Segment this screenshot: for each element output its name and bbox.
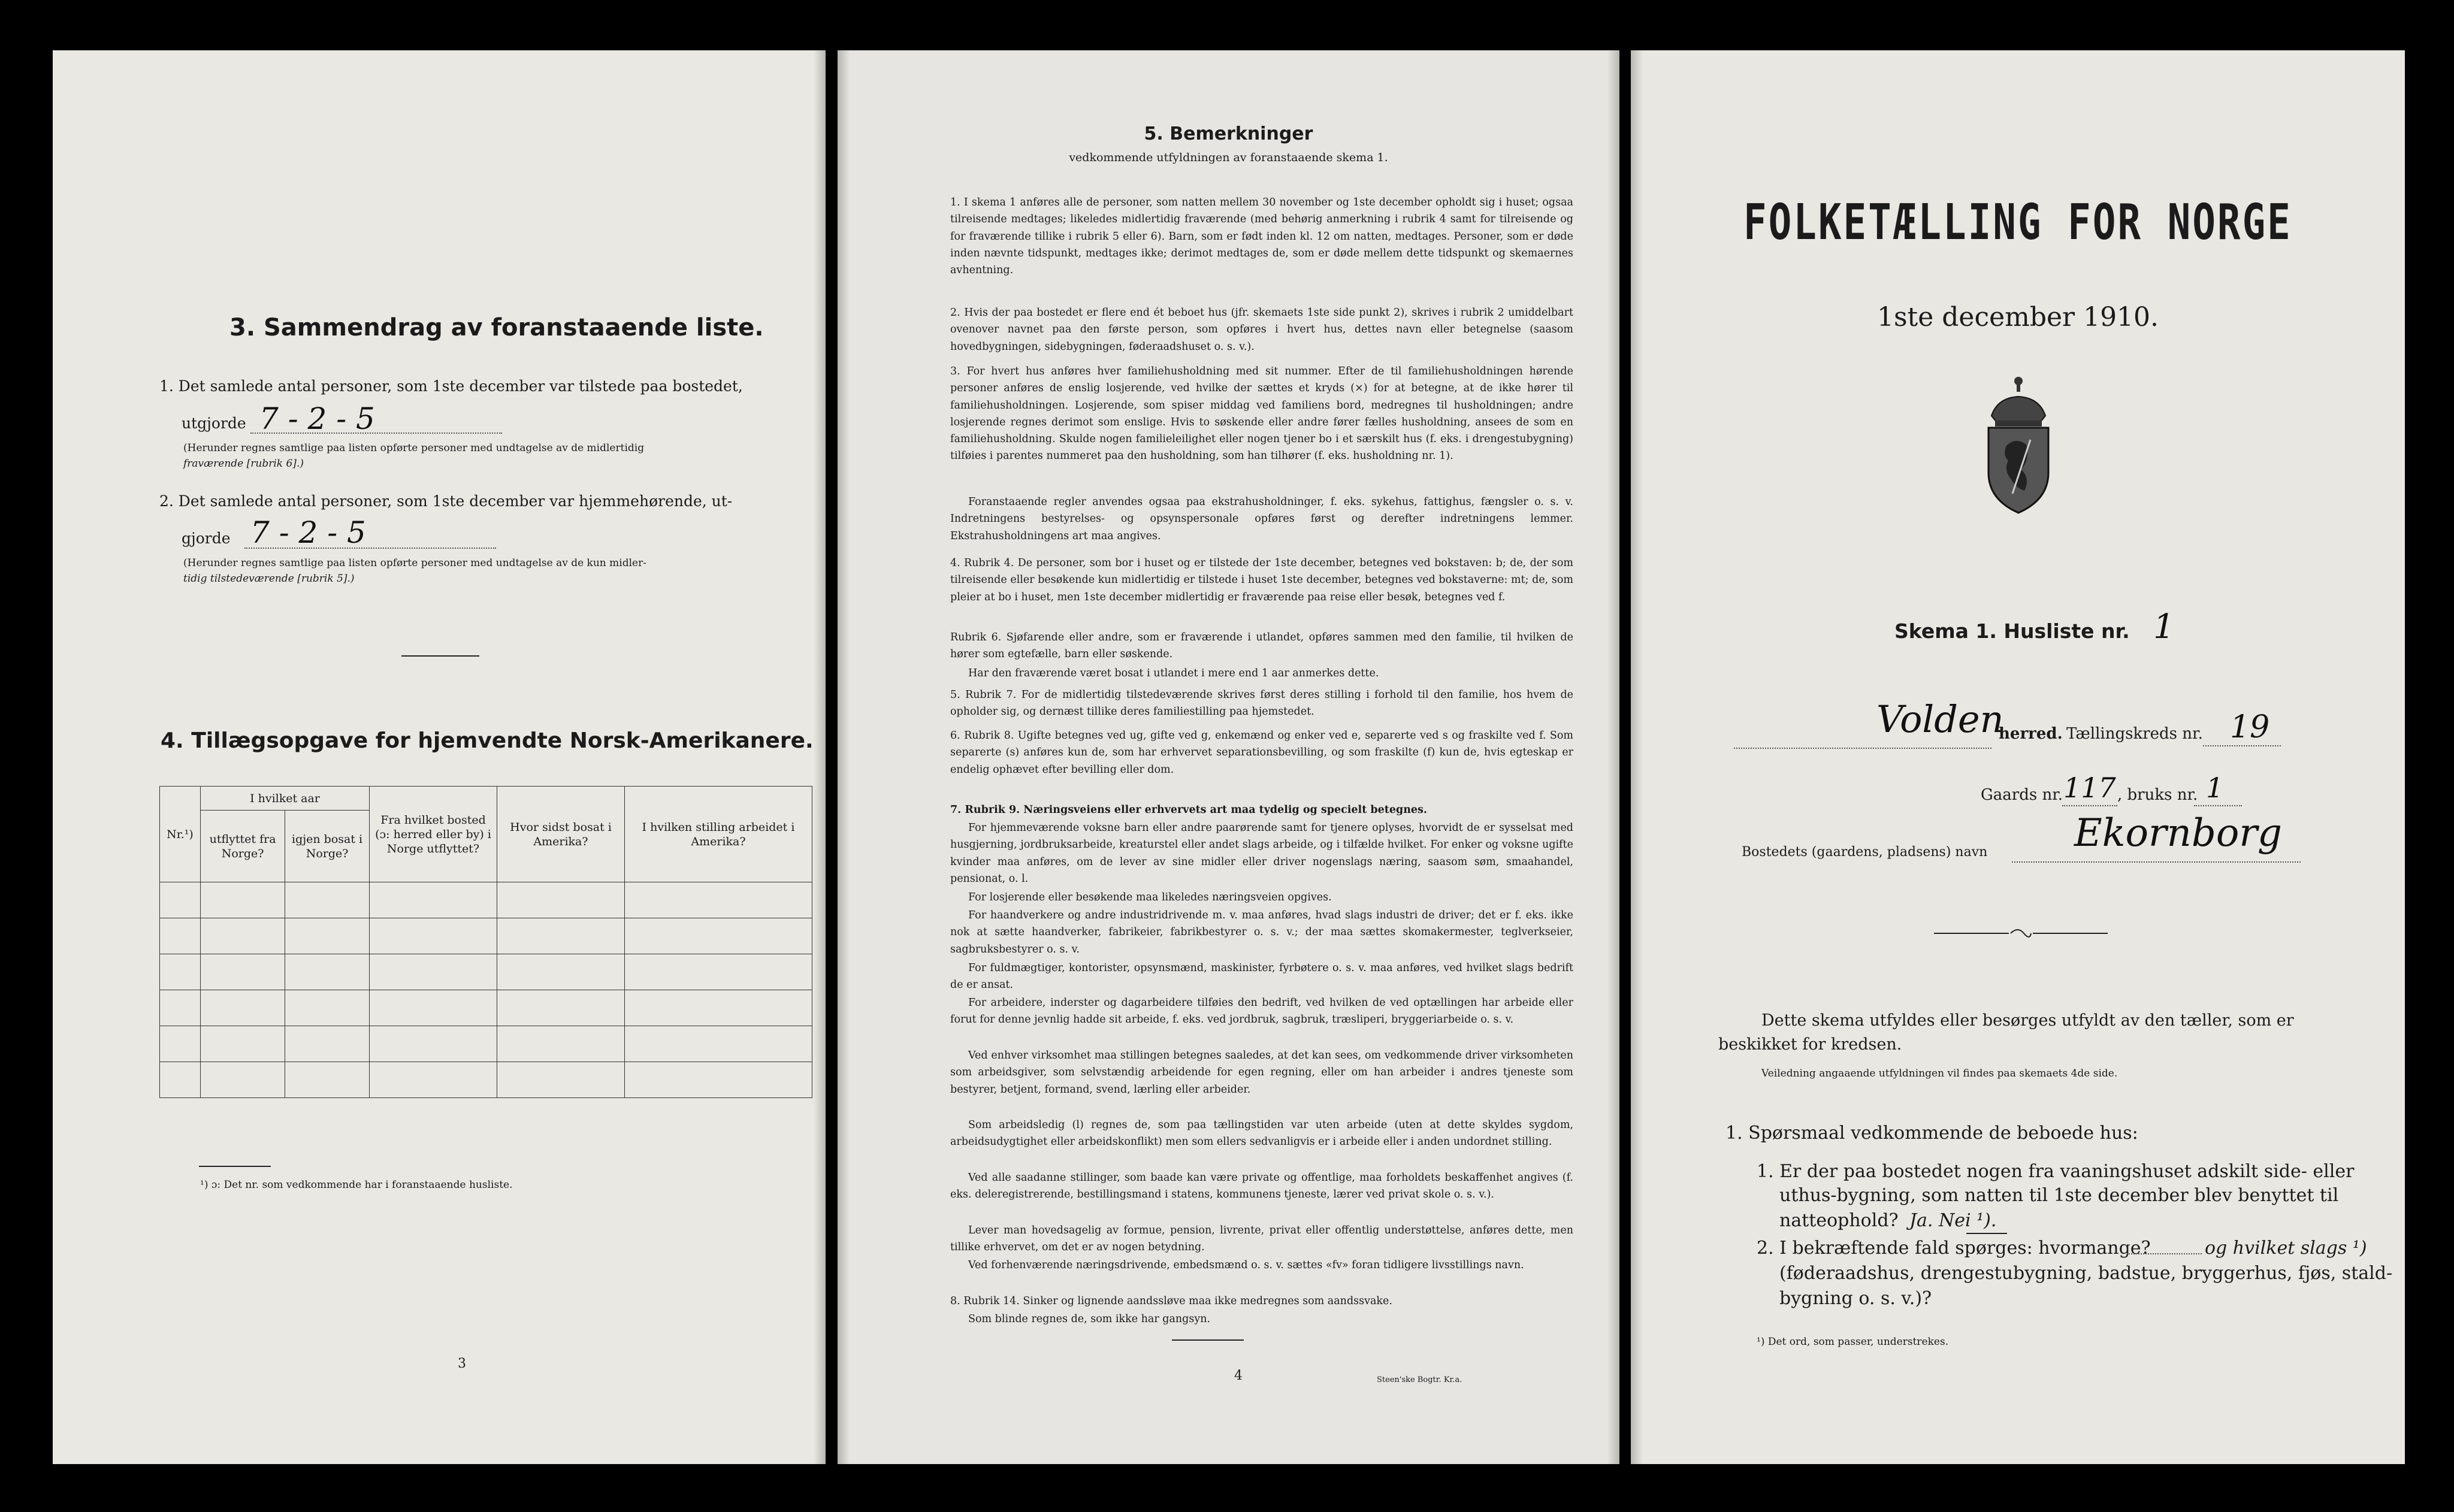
page-left: [53, 50, 826, 1464]
kreds-value: 19: [2230, 709, 2270, 745]
item1-label: utgjorde: [182, 415, 246, 432]
q2-fill-line: [2127, 1253, 2202, 1254]
page-middle: [838, 50, 1619, 1464]
table-row: [160, 1026, 812, 1062]
col-hvor-sidst-bosat: Hvor sidst bosat i Amerika?: [497, 787, 625, 882]
remark-7b: For hjemmeværende voksne barn eller andre paarørende samt for tjenere oplyses, hvorvidt de er sysselsat med husgjerning, jordbruksarbeide, kreaturstel eller andet slags arbeide, og i tilfælde hvilket. For enker og voksne ugifte kvinder maa anføres, om de lever av sine midler eller driver nogenslags næring, saasom søm, smaahandel, pensionat, o. l.: [950, 822, 1573, 885]
remark-5: 5. Rubrik 7. For de midlertidig tilstedeværende skrives først deres stilling i forhold til den familie, hos hvem de opholder sig, og dernæst tillike deres familiestilling paa hjemstedet.: [950, 689, 1573, 718]
remark-7h: Som arbeidsledig (l) regnes de, som paa tællingstiden var uten arbeide (uten at dette skyldes sygdom, arbeidsudygtighet eller arbeidskonflikt) men som ellers sedvanligvis er i arbeide eller i anden undordnet stilling.: [950, 1119, 1573, 1148]
q1-line-2: uthus-bygning, som natten til 1ste december blev benyttet til: [1779, 1185, 2339, 1206]
page-right: [1631, 50, 2405, 1464]
ornament-divider-icon: [1934, 925, 2108, 943]
remark-6: 6. Rubrik 8. Ugifte betegnes ved ug, gifte ved g, enkemænd og enker ved e, separerte ved s og fraskilte ved f. Som separerte (s) anføres kun de, som har erhvervet separationsbevilling, og som fraskilte (f) kun de, hvis egteskap er endelig ophævet efter bevilling eller dom.: [950, 730, 1573, 776]
census-title: FOLKETÆLLING FOR NORGE: [1743, 194, 2292, 251]
remarks-subtitle: vedkommende utfyldningen av foranstaaende skema 1.: [1069, 151, 1388, 164]
kreds-label: Tællingskreds nr.: [2066, 725, 2203, 743]
remark-7g: Ved enhver virksomhet maa stillingen betegnes saaledes, at det kan sees, om vedkommende driver virksomheten som arbeidsgiver, som selvstændig arbeidende for egen regning, eller om han arbeider i andres tjeneste som bestyrer, betjent, formand, svend, lærling eller arbeider.: [950, 1050, 1573, 1096]
remark-7e: For fuldmægtiger, kontorister, opsynsmænd, maskinister, fyrbøtere o. s. v. maa anføres, ved hvilket slags bedrift de er ansat.: [950, 962, 1573, 991]
skema-label: Skema 1. Husliste nr.: [1894, 619, 2130, 643]
herred-label: herred.: [1999, 725, 2063, 743]
bruks-fill-line: [2194, 805, 2242, 806]
bosted-label: Bostedets (gaardens, pladsens) navn: [1742, 845, 1988, 860]
item1-value: 7 - 2 - 5: [259, 401, 375, 436]
kreds-fill-line: [2203, 745, 2281, 746]
page-number-middle: 4: [1234, 1368, 1243, 1383]
norway-coat-of-arms-icon: [1974, 374, 2063, 518]
page-number-left: 3: [458, 1356, 466, 1371]
remark-4b: Rubrik 6. Sjøfarende eller andre, som er fraværende i utlandet, opføres sammen med den familie, til hvilken de hører som egtefælle, barn eller søskende.: [950, 631, 1573, 661]
printer-credit: Steen'ske Bogtr. Kr.a.: [1377, 1375, 1462, 1384]
page-fold-shadow: [838, 50, 850, 1464]
q1-line-3: natteophold?: [1779, 1210, 1899, 1231]
remark-7i: Ved alle saadanne stillinger, som baade kan være private og offentlige, maa forholdets beskaffenhet angives (f. eks. deleregistrerende, bestillingsmand i statens, kommunens tjeneste, lærer ved privat skole o. s. v.).: [950, 1172, 1573, 1201]
questions-heading: 1. Spørsmaal vedkommende de beboede hus:: [1725, 1123, 2138, 1144]
item2-note-b: tidig tilstedeværende [rubrik 5].): [183, 573, 355, 585]
remark-8b: Som blinde regnes de, som ikke har gangsyn.: [968, 1313, 1211, 1325]
remark-7c: For losjerende eller besøkende maa likeledes næringsveien opgives.: [968, 891, 1332, 903]
col-nr: Nr.¹): [160, 787, 201, 882]
section3-title: 3. Sammendrag av foranstaaende liste.: [229, 314, 764, 341]
page-fold-shadow: [1607, 50, 1619, 1464]
remarks-title: 5. Bemerkninger: [1144, 123, 1313, 144]
remark-7: 7. Rubrik 9. Næringsveiens eller erhvervets art maa tydelig og specielt betegnes.: [950, 804, 1427, 816]
footnote-rule: [199, 1166, 271, 1167]
col-igjen-bosat: igjen bosat i Norge?: [285, 811, 370, 882]
remark-3: 3. For hvert hus anføres hver familiehusholdning med sit nummer. Efter de til familiehusholdningen hørende personer anføres de enslig losjerende, ved hvilke der sættes et kryds (×) for at betegne, at de ikke hører til familiehusholdningen. Losjerende, som spiser middag ved familiens bord, medregnes til husholdningen; andre losjerende regnes derimot som enslige. Hvis to søskende eller andre fører fælles husholdning, ansees de som en familiehusholdning. Skulde nogen familieleilighet eller nogen tjener bo i et særskilt hus (f. eks. i drengestubygning) tilføies i parentes nummeret paa den husholdning, som han tilhører (f. eks. husholdning nr. 1).: [950, 365, 1573, 462]
bruks-label: , bruks nr.: [2117, 786, 2198, 804]
gaards-label: Gaards nr.: [1981, 786, 2063, 804]
table-footnote: ¹) ɔ: Det nr. som vedkommende har i foranstaaende husliste.: [200, 1179, 513, 1191]
col-fra-hvilket-bosted: Fra hvilket bosted (ɔ: herred eller by) i Norge utflyttet?: [370, 787, 497, 882]
herred-fill-line: [1734, 748, 1991, 749]
gaards-value: 117: [2063, 772, 2116, 804]
table-row: [160, 1062, 812, 1098]
remark-3b: Foranstaaende regler anvendes ogsaa paa ekstrahusholdninger, f. eks. sykehus, fattighus, fængsler o. s. v. Indretningens bestyrelses- og opsynspersonale opføres først og derefter indretningens lemmer. Ekstrahusholdningens art maa angives.: [950, 496, 1573, 542]
table-row: [160, 954, 812, 990]
husliste-number: 1: [2153, 607, 2175, 646]
item2-label: gjorde: [182, 530, 231, 547]
remark-7j: Lever man hovedsagelig av formue, pension, livrente, privat eller offentlig understøttelse, anføres dette, men tillike erhvervet, om det er av nogen betydning.: [950, 1224, 1573, 1254]
remarks-end-rule: [1172, 1339, 1244, 1341]
intro-line-2: beskikket for kredsen.: [1718, 1035, 1902, 1054]
col-utflyttet: utflyttet fra Norge?: [201, 811, 285, 882]
gaards-fill-line: [2062, 805, 2117, 806]
bosted-value: Ekornborg: [2074, 811, 2282, 855]
table-row: [160, 990, 812, 1026]
bruks-value: 1: [2206, 772, 2224, 804]
q1-answer-options: Ja. Nei ¹).: [1909, 1210, 1997, 1231]
col-stilling: I hvilken stilling arbeidet i Amerika?: [625, 787, 812, 882]
q2-line-1b: og hvilket slags ¹): [2205, 1238, 2367, 1259]
q2-line-2: (føderaadshus, drengestubygning, badstue, bryggerhus, fjøs, stald-: [1779, 1263, 2393, 1284]
guide-note: Veiledning angaaende utfyldningen vil findes paa skemaets 4de side.: [1761, 1068, 2118, 1079]
q2-line-1: 2. I bekræftende fald spørges: hvormange?: [1757, 1238, 2151, 1259]
item2-text: 2. Det samlede antal personer, som 1ste december var hjemmehørende, ut-: [159, 492, 733, 510]
q2-line-3: bygning o. s. v.)?: [1779, 1288, 1932, 1309]
remark-8: 8. Rubrik 14. Sinker og lignende aandssløve maa ikke medregnes som aandssvake.: [950, 1295, 1392, 1307]
bosted-fill-line: [2012, 861, 2301, 863]
section-divider: [401, 655, 479, 657]
q1-answer-underline: [1966, 1233, 2007, 1234]
q1-line-1: 1. Er der paa bostedet nogen fra vaaningshuset adskilt side- eller: [1757, 1161, 2355, 1182]
page-fold-shadow: [1631, 50, 1643, 1464]
census-date: 1ste december 1910.: [1876, 302, 2159, 332]
norsk-amerikanere-table: [159, 786, 812, 1098]
item1-note-b: fraværende [rubrik 6].): [183, 458, 304, 470]
item2-value: 7 - 2 - 5: [250, 515, 366, 550]
remark-4c: Har den fraværende været bosat i utlandet i mere end 1 aar anmerkes dette.: [968, 667, 1379, 679]
table-row: [160, 918, 812, 954]
intro-line-1: Dette skema utfyldes eller besørges utfyldt av den tæller, som er: [1761, 1011, 2294, 1030]
item1-note-a: (Herunder regnes samtlige paa listen opførte personer med undtagelse av de midlertidig: [183, 442, 645, 454]
remark-7d: For haandverkere og andre industridrivende m. v. maa anføres, hvad slags industri de driver; det er f. eks. ikke nok at sætte haandverker, fabrikeier, fabrikbestyrer o. s. v.; der maa sættes skomakermester, teglverkseier, sagbruksbestyrer o. s. v.: [950, 909, 1573, 955]
remark-7k: Ved forhenværende næringsdrivende, embedsmænd o. s. v. sættes «fv» foran tidligere livsstillings navn.: [968, 1259, 1524, 1271]
herred-value: Volden: [1876, 697, 2004, 741]
remark-2: 2. Hvis der paa bostedet er flere end ét beboet hus (jfr. skemaets 1ste side punkt 2), skrives i rubrik 2 umiddelbart ovenover navnet paa den første person, som opføres i hvert hus, dettes navn eller betegnelse (saasom hovedbygningen, sidebygningen, føderaadshuset o. s. v.).: [950, 307, 1573, 353]
remark-4: 4. Rubrik 4. De personer, som bor i huset og er tilstede der 1ste december, betegnes ved bokstaven: b; de, der som tilreisende eller besøkende kun midlertidig er tilstede i huset 1ste december, betegnes ved bokstaverne: mt; de, som pleier at bo i huset, men 1ste december midlertidig er fraværende paa reise eller besøk, betegnes ved f.: [950, 557, 1573, 603]
remark-1: 1. I skema 1 anføres alle de personer, som natten mellem 30 november og 1ste december opholdt sig i huset; ogsaa tilreisende medtages; likeledes midlertidig fraværende (med behørig anmerkning i rubrik 4 samt for tilreisende og for fraværende tillike i rubrik 5 eller 6). Barn, som er født inden kl. 12 om natten, medtages. Personer, som er døde inden nævnte tidspunkt, medtages ikke; derimot medtages de, som er døde mellem dette tidspunkt og skemaernes avhentning.: [950, 196, 1573, 277]
col-i-hvilket-aar: I hvilket aar: [201, 787, 370, 811]
item2-note-a: (Herunder regnes samtlige paa listen opførte personer med undtagelse av de kun midler-: [183, 557, 646, 569]
table-row: [160, 882, 812, 918]
remark-7f: For arbeidere, inderster og dagarbeidere tilføies den bedrift, ved hvilken de ved optællingen har arbeide eller forut for denne jevnlig hadde sit arbeide, f. eks. ved jordbruk, sagbruk, træsliperi, bryggeriarbeide o. s. v.: [950, 997, 1573, 1026]
section4-title: 4. Tillægsopgave for hjemvendte Norsk-Amerikanere.: [161, 728, 814, 753]
page-fold-shadow: [814, 50, 826, 1464]
answer-footnote: ¹) Det ord, som passer, understrekes.: [1757, 1336, 1949, 1348]
item1-text: 1. Det samlede antal personer, som 1ste december var tilstede paa bostedet,: [159, 377, 743, 395]
